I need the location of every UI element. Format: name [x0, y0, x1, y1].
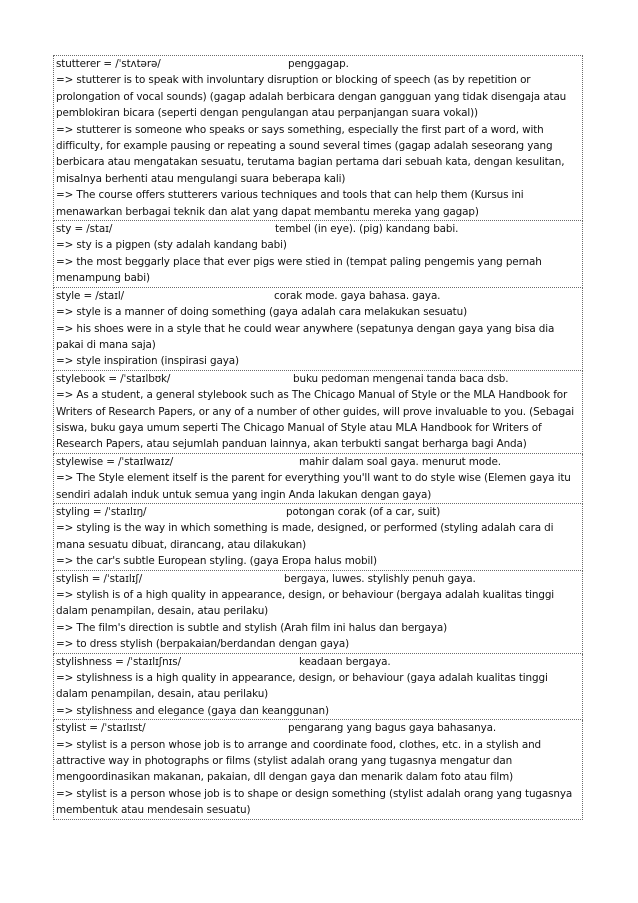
entry-meaning: keadaan bergaya.: [299, 655, 391, 668]
entry-stylish: [53, 571, 583, 654]
entry-meaning: potongan corak (of a car, suit): [286, 505, 441, 518]
entry-heading: [56, 371, 580, 387]
entry-line: => sty is a pigpen (sty adalah kandang babi): [56, 239, 287, 252]
entry-stutterer: [53, 55, 583, 221]
entry-term: styling = /ˈstaɪlɪŋ/: [56, 505, 147, 518]
entry-meaning: pengarang yang bagus gaya bahasanya.: [288, 722, 497, 735]
entry-term: stylist = /ˈstaɪlɪst/: [56, 722, 146, 735]
entry-line: => stylist is a person whose job is to shape or design something (stylist adalah orang yang tugasnya membentuk atau mendesain sesuatu): [56, 787, 573, 817]
entry-line: => stutterer is someone who speaks or says something, especially the first part of a word, with difficulty, for example pausing or repeating a sound several times (gagap adalah seseorang yang berbicara atau mengatakan sesuatu, terutama bagian pertama dari sebuah kata, dengan kesulitan, misalnya berhenti atau mengulangi suara beberapa kali): [56, 123, 565, 185]
entry-line: => As a student, a general stylebook such as The Chicago Manual of Style or the MLA Handbook for Writers of Research Papers, or any of a number of other guides, will prove invaluable to you. (Sebagai siswa, buku gaya umum seperti The Chicago Manual of Style atau MLA Handbook for Writers of Research Papers, atau sejumlah panduan lainnya, akan terbukti sangat berharga bagi Anda): [56, 389, 575, 451]
entry-heading: [56, 56, 580, 72]
entry-term: stylish = /ˈstaɪlɪʃ/: [56, 572, 143, 585]
entry-term: stutterer = /ˈstʌtərə/: [56, 58, 161, 70]
entry-meaning: bergaya, luwes. stylishly penuh gaya.: [284, 572, 476, 585]
entry-stylebook: [53, 371, 583, 454]
entry-line: => The Style element itself is the parent for everything you'll want to do style wise (Elemen gaya itu sendiri adalah induk untuk semua yang ingin Anda lakukan dengan gaya): [56, 472, 571, 501]
entry-meaning: corak mode. gaya bahasa. gaya.: [274, 289, 441, 302]
entry-meaning: tembel (in eye). (pig) kandang babi.: [275, 223, 459, 236]
entry-line: => stylishness and elegance (gaya dan keanggunan): [56, 704, 329, 717]
entry-heading: [56, 720, 580, 736]
entry-line: => style inspiration (inspirasi gaya): [56, 355, 239, 368]
entry-heading: [56, 221, 580, 237]
entry-line: => stylist is a person whose job is to arrange and coordinate food, clothes, etc. in a stylish and attractive way in photographs or films (stylist adalah orang yang tugasnya mengatur dan mengoordinasikan makanan, pakaian, dll dengan gaya dan menarik dalam foto atau film): [56, 738, 542, 784]
entry-line: => The course offers stutterers various techniques and tools that can help them (Kursus ini menawarkan berbagai teknik dan alat yang dapat membantu mereka yang gagap): [56, 189, 524, 218]
entry-line: => the most beggarly place that ever pigs were stied in (tempat paling pengemis yang pernah menampung babi): [56, 255, 542, 285]
entry-meaning: buku pedoman mengenai tanda baca dsb.: [293, 372, 509, 385]
entry-heading: [56, 654, 580, 670]
entry-line: => stutterer is to speak with involuntary disruption or blocking of speech (as by repetition or prolongation of vocal sounds) (gagap adalah berbicara dengan gangguan yang tidak disengaja atau pemblokiran bicara (seperti dengan pengulangan atau perpanjangan suara vokal)): [56, 74, 567, 120]
entry-stylishness: [53, 654, 583, 721]
entry-sty: [53, 221, 583, 288]
entry-line: => styling is the way in which something is made, designed, or performed (styling adalah cara di mana sesuatu dibuat, dirancang, atau dilakukan): [56, 522, 554, 551]
entry-line: => the car's subtle European styling. (gaya Eropa halus mobil): [56, 555, 377, 568]
entry-styling: [53, 504, 583, 571]
entry-meaning: mahir dalam soal gaya. menurut mode.: [299, 455, 501, 468]
entry-term: stylewise = /ˈstaɪlwaɪz/: [56, 455, 174, 468]
entry-heading: [56, 504, 580, 520]
entry-heading: [56, 288, 580, 304]
entry-line: => stylish is of a high quality in appearance, design, or behaviour (bergaya adalah kualitas tinggi dalam penampilan, desain, atau perilaku): [56, 589, 555, 618]
entry-stylist: [53, 720, 583, 819]
entry-term: stylishness = /ˈstaɪlɪʃnɪs/: [56, 655, 181, 668]
entry-line: => his shoes were in a style that he could wear anywhere (sepatunya dengan gaya yang bisa dia pakai di mana saja): [56, 322, 555, 351]
entry-term: style = /staɪl/: [56, 289, 125, 302]
entry-style: [53, 288, 583, 371]
entry-line: => style is a manner of doing something (gaya adalah cara melakukan sesuatu): [56, 306, 468, 319]
entry-line: => to dress stylish (berpakaian/berdandan dengan gaya): [56, 638, 350, 651]
entry-line: => stylishness is a high quality in appearance, design, or behaviour (gaya adalah kualitas tinggi dalam penampilan, desain, atau perilaku): [56, 672, 548, 701]
entry-heading: [56, 571, 580, 587]
entry-term: stylebook = /ˈstaɪlbʊk/: [56, 372, 171, 385]
dictionary-page: [53, 55, 583, 820]
entry-stylewise: [53, 454, 583, 504]
entry-line: => The film's direction is subtle and stylish (Arah film ini halus dan bergaya): [56, 621, 448, 634]
entry-heading: [56, 454, 580, 470]
entry-term: sty = /staɪ/: [56, 223, 113, 236]
entry-meaning: penggagap.: [288, 58, 349, 70]
